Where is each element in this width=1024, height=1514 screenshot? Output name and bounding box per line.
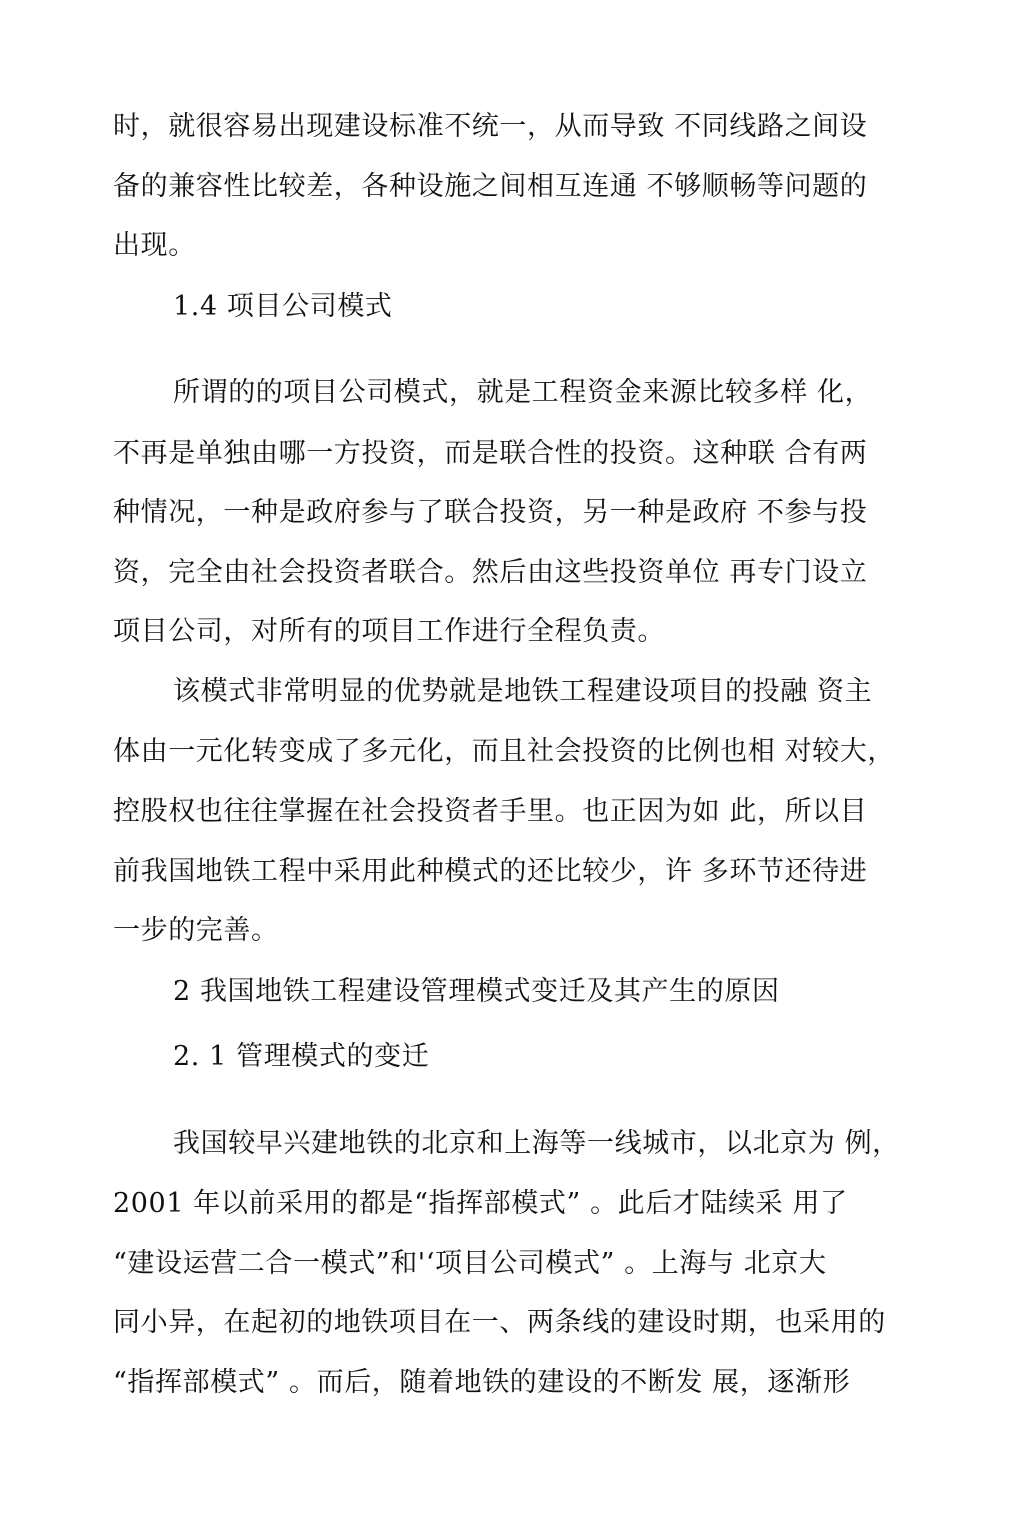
text-line: 种情况，一种是政府参与了联合投资，另一种是政府 不参与投 (113, 497, 868, 528)
section-heading: 2 我国地铁工程建设管理模式变迁及其产生的原因 (173, 976, 780, 1007)
section-heading: 1.4 项目公司模式 (173, 291, 393, 322)
text-line: 备的兼容性比较差，各种设施之间相互连通 不够顺畅等问题的 (113, 171, 868, 202)
text-line: 资，完全由社会投资者联合。然后由这些投资单位 再专门设立 (113, 557, 868, 588)
text-line: 同小异，在起初的地铁项目在一、两条线的建设时期，也采用的 (113, 1307, 886, 1338)
text-line: 项目公司，对所有的项目工作进行全程负责。 (113, 616, 665, 647)
subsection-heading: 2. 1 管理模式的变迁 (173, 1041, 430, 1072)
text-line: 该模式非常明显的优势就是地铁工程建设项目的投融 资主 (173, 676, 873, 707)
text-line: 2001 年以前采用的都是“指挥部模式” 。此后才陆续采 用了 (113, 1188, 848, 1219)
text-line: 体由一元化转变成了多元化，而且社会投资的比例也相 对较大， (113, 736, 895, 767)
text-line: “建设运营二合一模式”和'‘项目公司模式” 。上海与 北京大 (113, 1248, 827, 1279)
text-line: 前我国地铁工程中采用此种模式的还比较少，许 多环节还待进 (113, 856, 868, 887)
text-line: 我国较早兴建地铁的北京和上海等一线城市，以北京为 例， (173, 1128, 900, 1159)
text-line: 所谓的的项目公司模式，就是工程资金来源比较多样 化， (173, 377, 873, 408)
text-line: 时，就很容易出现建设标准不统一，从而导致 不同线路之间设 (113, 111, 868, 142)
text-line: 出现。 (113, 230, 196, 261)
text-line: 一步的完善。 (113, 915, 279, 946)
text-line: 不再是单独由哪一方投资，而是联合性的投资。这种联 合有两 (113, 438, 868, 469)
text-line: “指挥部模式” 。而后，随着地铁的建设的不断发 展，逐渐形 (113, 1367, 851, 1398)
text-line: 控股权也往往掌握在社会投资者手里。也正因为如 此，所以目 (113, 796, 868, 827)
